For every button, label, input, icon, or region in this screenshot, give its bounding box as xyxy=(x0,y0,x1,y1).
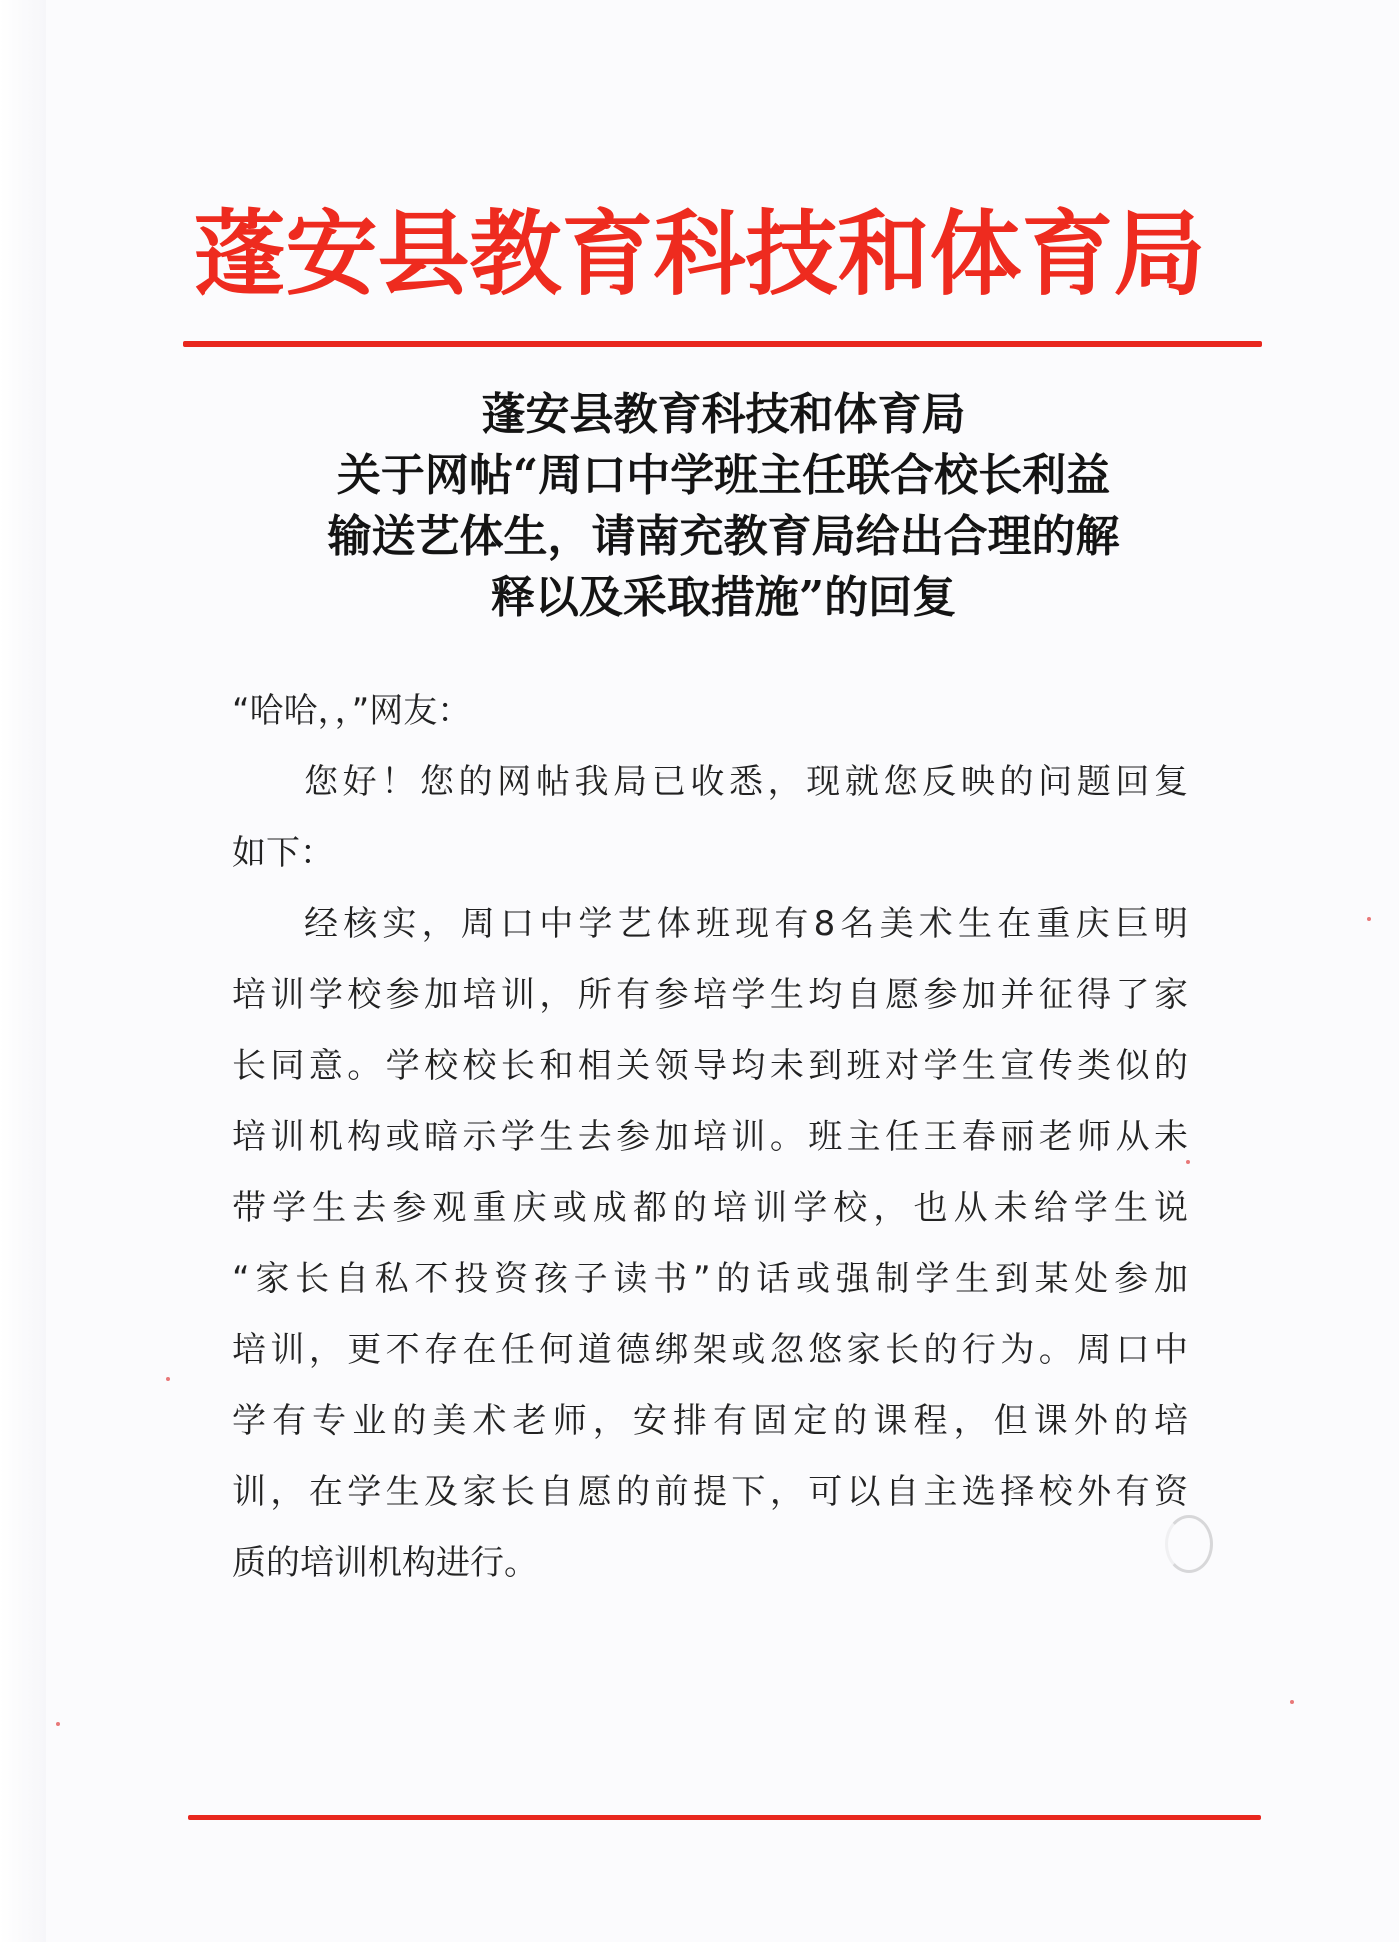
scan-speck xyxy=(56,1722,60,1726)
title-line: 释以及采取措施”的回复 xyxy=(490,572,957,623)
paragraph-line: 学有专业的美术老师，安排有固定的课程，但课外的培 xyxy=(232,1401,1188,1441)
document-title xyxy=(180,384,1267,628)
paragraph-line: 长同意。学校校长和相关领导均未到班对学生宣传类似的 xyxy=(232,1046,1188,1086)
title-line: 关于网帖“周口中学班主任联合校长利益 xyxy=(336,450,1111,501)
paragraph-line: 经核实，周口中学艺体班现有8名美术生在重庆巨明 xyxy=(304,904,1188,944)
paragraph-line: 培训，更不存在任何道德绑架或忽悠家长的行为。周口中 xyxy=(232,1330,1188,1370)
letterhead-divider xyxy=(183,341,1262,347)
paragraph-line: 训，在学生及家长自愿的前提下，可以自主选择校外有资 xyxy=(232,1472,1188,1512)
paragraph-line: 培训机构或暗示学生去参加培训。班主任王春丽老师从未 xyxy=(232,1117,1188,1157)
paragraph-line: 带学生去参观重庆或成都的培训学校，也从未给学生说 xyxy=(232,1188,1188,1228)
scan-speck xyxy=(1367,917,1371,921)
scan-speck xyxy=(1290,1700,1294,1704)
paragraph-line: 质的培训机构进行。 xyxy=(232,1543,538,1583)
paragraph-line: 您好！您的网帖我局已收悉，现就您反映的问题回复 xyxy=(304,762,1188,802)
scan-speck xyxy=(166,1377,170,1381)
paragraph-line: 培训学校参加培训，所有参培学生均自愿参加并征得了家 xyxy=(232,975,1188,1015)
letterhead-title: 蓬安县教育科技和体育局 xyxy=(193,200,1206,308)
title-line: 输送艺体生，请南充教育局给出合理的解 xyxy=(327,511,1120,562)
scan-speck xyxy=(1186,1160,1190,1164)
title-line: 蓬安县教育科技和体育局 xyxy=(481,389,966,440)
paragraph-line: “家长自私不投资孩子读书”的话或强制学生到某处参加 xyxy=(232,1259,1188,1299)
paragraph-line: 如下： xyxy=(232,833,334,873)
footer-divider xyxy=(188,1815,1261,1820)
salutation: “哈哈，，”网友： xyxy=(232,691,472,731)
scan-smudge xyxy=(1165,1515,1213,1573)
